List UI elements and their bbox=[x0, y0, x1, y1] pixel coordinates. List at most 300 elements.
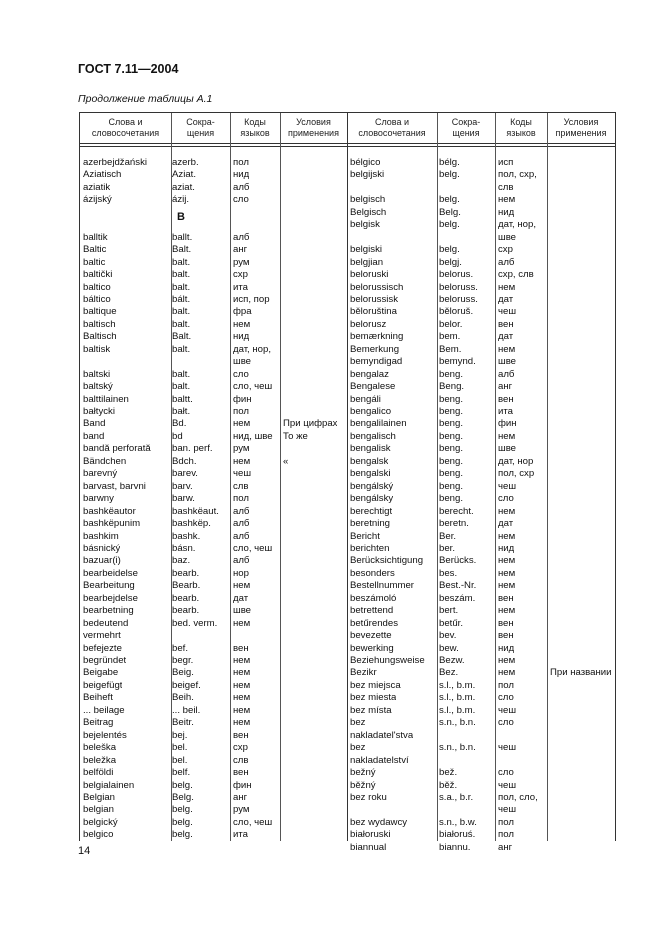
cell-lang: чеш bbox=[498, 480, 517, 492]
cell-abbrev: balt. bbox=[172, 381, 191, 393]
cell-lang: анг bbox=[498, 381, 513, 393]
cell-word: bengalilainen bbox=[350, 418, 407, 430]
table-row bbox=[80, 269, 615, 281]
cell-abbrev: ázij. bbox=[172, 194, 190, 206]
cell-word: baltički bbox=[83, 269, 113, 281]
cell-lang: дат bbox=[498, 293, 514, 305]
table-row bbox=[80, 207, 615, 219]
cell-abbrev: bált. bbox=[172, 293, 191, 305]
cell-word: bandă perforată bbox=[83, 443, 151, 455]
cell-lang: нем bbox=[233, 617, 251, 629]
cell-word: beigefügt bbox=[83, 679, 123, 691]
cell-lang: дат bbox=[498, 331, 514, 343]
table-row bbox=[80, 767, 615, 779]
cell-lang: вен bbox=[498, 630, 514, 642]
table-row bbox=[80, 406, 615, 418]
cell-word: Beitrag bbox=[83, 717, 114, 729]
cell-abbrev: bearb. bbox=[172, 592, 200, 604]
table-row bbox=[80, 182, 615, 194]
cell-lang: вен bbox=[498, 592, 514, 604]
cell-word: Beiheft bbox=[83, 692, 113, 704]
cell-abbrev: belg. bbox=[439, 219, 460, 231]
cell-lang: шве bbox=[498, 356, 517, 368]
cell-word: baltský bbox=[83, 381, 113, 393]
cell-abbrev: barev. bbox=[172, 468, 198, 480]
cell-abbrev: s.n., b.n. bbox=[439, 717, 476, 729]
cell-word: Aziatisch bbox=[83, 169, 122, 181]
cell-abbrev: Bdch. bbox=[172, 455, 197, 467]
cell-lang: нем bbox=[233, 717, 251, 729]
section-letter: B bbox=[177, 210, 185, 223]
cell-word: běžný bbox=[350, 779, 376, 791]
cell-abbrev: berecht. bbox=[439, 505, 474, 517]
cell-word: Berücksichtigung bbox=[350, 555, 424, 567]
cell-lang: шве bbox=[233, 605, 252, 617]
cell-abbrev: Bearb. bbox=[172, 580, 201, 592]
cell-lang: шве bbox=[498, 231, 517, 243]
cell-abbrev: s.l., b.m. bbox=[439, 692, 476, 704]
cell-abbrev: básn. bbox=[172, 542, 196, 554]
table-row bbox=[80, 443, 615, 455]
cell-abbrev: barw. bbox=[172, 493, 195, 505]
table-row bbox=[80, 555, 615, 567]
header-lang-codes: Коды языков bbox=[240, 117, 270, 138]
cell-abbrev: bej. bbox=[172, 729, 188, 741]
cell-word: bashkëpunim bbox=[83, 518, 141, 530]
cell-abbrev: belg. bbox=[439, 194, 460, 206]
cell-abbrev: beng. bbox=[439, 393, 464, 405]
cell-lang: нем bbox=[233, 318, 251, 330]
table-row bbox=[80, 667, 615, 679]
cell-lang: чеш bbox=[498, 306, 517, 318]
cell-word: belorussisch bbox=[350, 281, 404, 293]
cell-lang: шве bbox=[233, 356, 252, 368]
table-row bbox=[80, 755, 615, 767]
header-abbrev: Сокра- щения bbox=[186, 117, 215, 138]
cell-abbrev: Belg. bbox=[172, 791, 194, 803]
cell-word: baltico bbox=[83, 281, 111, 293]
cell-word: běloruština bbox=[350, 306, 397, 318]
cell-lang: чеш bbox=[498, 779, 517, 791]
cell-lang: нид bbox=[233, 169, 250, 181]
cell-lang: пол bbox=[498, 829, 514, 841]
cell-abbrev: beng. bbox=[439, 468, 464, 480]
table-row bbox=[80, 593, 615, 605]
cell-word: balltik bbox=[83, 231, 108, 243]
cell-lang: фин bbox=[233, 779, 252, 791]
cell-lang: дат, нор, bbox=[233, 343, 272, 355]
cell-abbrev: Beng. bbox=[439, 381, 465, 393]
cell-word: bez miejsca bbox=[350, 679, 401, 691]
table-row bbox=[80, 817, 615, 829]
table-row bbox=[80, 282, 615, 294]
cell-word: belgisk bbox=[350, 219, 380, 231]
table-row bbox=[80, 306, 615, 318]
cell-word: bez roku bbox=[350, 791, 387, 803]
cell-word: belgian bbox=[83, 804, 114, 816]
cell-lang: алб bbox=[233, 555, 250, 567]
cell-word: bez bbox=[350, 717, 366, 729]
cell-abbrev: belg. bbox=[439, 169, 460, 181]
cell-lang: вен bbox=[233, 767, 249, 779]
cell-abbrev: azerb. bbox=[172, 157, 199, 168]
cell-lang: нем bbox=[233, 418, 251, 430]
cell-abbrev: belg. bbox=[172, 816, 193, 828]
cell-word: belorusz bbox=[350, 318, 387, 330]
cell-word: bez wydawcy bbox=[350, 816, 408, 828]
table-row bbox=[80, 518, 615, 530]
cell-abbrev: beng. bbox=[439, 480, 464, 492]
cell-abbrev: balt. bbox=[172, 368, 191, 380]
cell-abbrev: s.a., b.r. bbox=[439, 791, 474, 803]
cell-abbrev: bearb. bbox=[172, 605, 200, 617]
cell-lang: пол bbox=[233, 493, 249, 505]
cell-lang: алб bbox=[233, 505, 250, 517]
cell-lang: нем bbox=[233, 667, 251, 679]
cell-word: bemærkning bbox=[350, 331, 404, 343]
cell-abbrev: bew. bbox=[439, 642, 459, 654]
cell-lang: пол, схр, bbox=[498, 169, 537, 181]
table-row bbox=[80, 643, 615, 655]
table-row bbox=[80, 232, 615, 244]
cell-lang: нем bbox=[498, 430, 516, 442]
cell-lang: исп, пор bbox=[233, 293, 270, 305]
cell-word: Bezikr bbox=[350, 667, 377, 679]
cell-word: beloruski bbox=[350, 269, 389, 281]
cell-word: bevezette bbox=[350, 630, 392, 642]
cell-abbrev: belg. bbox=[172, 779, 193, 791]
cell-word: belgialainen bbox=[83, 779, 135, 791]
cell-abbrev: Beitr. bbox=[172, 717, 194, 729]
cell-abbrev: Bez. bbox=[439, 667, 459, 679]
cell-abbrev: běloruš. bbox=[439, 306, 474, 318]
cell-lang: нем bbox=[498, 194, 516, 206]
cell-word: Bemerkung bbox=[350, 343, 400, 355]
cell-word: bewerking bbox=[350, 642, 394, 654]
cell-lang: сло bbox=[498, 767, 514, 779]
cell-lang: сло bbox=[498, 692, 514, 704]
table-row bbox=[80, 369, 615, 381]
table-row bbox=[80, 543, 615, 555]
cell-lang: исп bbox=[498, 157, 514, 168]
cell-abbrev: balt. bbox=[172, 256, 191, 268]
cell-lang: алб bbox=[233, 530, 250, 542]
cell-lang: нид bbox=[233, 331, 250, 343]
cell-abbrev: bev. bbox=[439, 630, 457, 642]
table-row bbox=[80, 531, 615, 543]
cell-word: bélgico bbox=[350, 157, 381, 168]
cell-condition: « bbox=[283, 455, 289, 467]
cell-lang: сло bbox=[498, 717, 514, 729]
cell-lang: нем bbox=[233, 580, 251, 592]
cell-word: baltisch bbox=[83, 318, 116, 330]
cell-lang: нем bbox=[498, 505, 516, 517]
cell-abbrev: s.l., b.m. bbox=[439, 679, 476, 691]
header-conditions: Условия применения bbox=[288, 117, 339, 138]
cell-lang: нем bbox=[498, 555, 516, 567]
cell-abbrev: Beig. bbox=[172, 667, 194, 679]
cell-word: bemyndigad bbox=[350, 356, 403, 368]
cell-lang: алб bbox=[498, 256, 515, 268]
cell-lang: сло, чеш bbox=[233, 381, 273, 393]
cell-abbrev: beng. bbox=[439, 455, 464, 467]
cell-word: bez místa bbox=[350, 704, 392, 716]
cell-abbrev: bed. verm. bbox=[172, 617, 218, 629]
cell-lang: чеш bbox=[233, 468, 252, 480]
cell-abbrev: bes. bbox=[439, 567, 458, 579]
cell-abbrev: bd bbox=[172, 430, 183, 442]
cell-word: begründet bbox=[83, 655, 127, 666]
cell-lang: рум bbox=[233, 256, 250, 268]
table-row bbox=[80, 456, 615, 468]
cell-abbrev: beloruss. bbox=[439, 281, 478, 293]
cell-condition: При названии bbox=[550, 667, 612, 679]
cell-word: belgjian bbox=[350, 256, 384, 268]
cell-abbrev: belgj. bbox=[439, 256, 462, 268]
cell-abbrev: belorus. bbox=[439, 269, 474, 281]
cell-lang: ита bbox=[233, 829, 248, 841]
cell-lang: нем bbox=[498, 343, 516, 355]
cell-abbrev: ... beil. bbox=[172, 704, 201, 716]
cell-lang: нем bbox=[498, 605, 516, 617]
cell-abbrev: balt. bbox=[172, 306, 191, 318]
table-row bbox=[80, 344, 615, 356]
cell-word: Baltic bbox=[83, 244, 107, 256]
cell-abbrev: Balt. bbox=[172, 244, 192, 256]
cell-word: białoruski bbox=[350, 829, 391, 841]
cell-word: belgijski bbox=[350, 169, 385, 181]
cell-lang: алб bbox=[233, 518, 250, 530]
table-row bbox=[80, 194, 615, 206]
cell-word: Bericht bbox=[350, 530, 380, 542]
table-row bbox=[80, 381, 615, 393]
cell-word: Belgisch bbox=[350, 206, 387, 218]
cell-word: baltic bbox=[83, 256, 106, 268]
cell-word: betűrendes bbox=[350, 617, 399, 629]
cell-lang: схр bbox=[498, 244, 513, 256]
cell-lang: нем bbox=[498, 655, 516, 666]
cell-word: berichten bbox=[350, 542, 390, 554]
table-row bbox=[80, 431, 615, 443]
cell-abbrev: bež. bbox=[439, 767, 458, 779]
table-row bbox=[80, 219, 615, 231]
cell-word: bengalico bbox=[350, 406, 392, 417]
table-row bbox=[80, 294, 615, 306]
cell-lang: нем bbox=[498, 580, 516, 592]
cell-word: belgisch bbox=[350, 194, 386, 206]
cell-word: báltico bbox=[83, 293, 111, 305]
cell-word: bežný bbox=[350, 767, 376, 779]
cell-word: Beigabe bbox=[83, 667, 119, 679]
cell-abbrev: bel. bbox=[172, 754, 188, 766]
cell-abbrev: Best.-Nr. bbox=[439, 580, 477, 592]
cell-abbrev: beng. bbox=[439, 430, 464, 442]
cell-word: barwny bbox=[83, 493, 114, 505]
cell-abbrev: Beih. bbox=[172, 692, 194, 704]
cell-lang: схр, слв bbox=[498, 269, 534, 281]
cell-word: vermehrt bbox=[83, 630, 121, 642]
cell-abbrev: s.l., b.m. bbox=[439, 704, 476, 716]
cell-word: nakladatel'stva bbox=[350, 729, 414, 741]
cell-abbrev: beigef. bbox=[172, 679, 201, 691]
header-words-right: Слова и словосочетания bbox=[358, 117, 426, 138]
cell-word: beleška bbox=[83, 742, 117, 754]
table-row bbox=[80, 829, 615, 841]
cell-word: bengálský bbox=[350, 480, 394, 492]
cell-lang: нем bbox=[498, 567, 516, 579]
cell-abbrev: belor. bbox=[439, 318, 463, 330]
cell-lang: вен bbox=[498, 393, 514, 405]
table-row bbox=[80, 468, 615, 480]
cell-abbrev: baz. bbox=[172, 555, 191, 567]
cell-word: Bändchen bbox=[83, 455, 127, 467]
header-abbrev-right: Сокра- щения bbox=[451, 117, 481, 138]
cell-lang: вен bbox=[233, 642, 249, 654]
cell-lang: дат, нор bbox=[498, 455, 534, 467]
table-row bbox=[80, 244, 615, 256]
cell-word: beretning bbox=[350, 518, 391, 530]
cell-word: betrettend bbox=[350, 605, 394, 617]
cell-word: bałtycki bbox=[83, 406, 115, 417]
cell-word: bengalaz bbox=[350, 368, 389, 380]
cell-word: balttilainen bbox=[83, 393, 129, 405]
cell-abbrev: białoruś. bbox=[439, 829, 476, 841]
cell-lang: вен bbox=[498, 318, 514, 330]
table-row bbox=[80, 331, 615, 343]
cell-lang: ита bbox=[498, 406, 513, 417]
cell-word: belgico bbox=[83, 829, 114, 841]
table-row bbox=[80, 842, 615, 854]
cell-lang: нем bbox=[233, 455, 251, 467]
cell-condition: То же bbox=[283, 430, 308, 442]
cell-word: bazuar(i) bbox=[83, 555, 121, 567]
cell-abbrev: bem. bbox=[439, 331, 461, 343]
cell-abbrev: bef. bbox=[172, 642, 189, 654]
cell-word: besonders bbox=[350, 567, 395, 579]
cell-lang: сло bbox=[233, 368, 249, 380]
table-row bbox=[80, 742, 615, 754]
table-row bbox=[80, 418, 615, 430]
cell-word: belföldi bbox=[83, 767, 114, 779]
cell-abbrev: belf. bbox=[172, 767, 191, 779]
cell-abbrev: ban. perf. bbox=[172, 443, 213, 455]
cell-lang: рум bbox=[233, 443, 250, 455]
cell-abbrev: běž. bbox=[439, 779, 458, 791]
cell-abbrev: aziat. bbox=[172, 181, 195, 193]
cell-lang: нем bbox=[233, 679, 251, 691]
cell-word: berechtigt bbox=[350, 505, 393, 517]
cell-word: aziatik bbox=[83, 181, 111, 193]
cell-word: nakladatelství bbox=[350, 754, 409, 766]
cell-word: baltique bbox=[83, 306, 117, 318]
cell-lang: алб bbox=[498, 368, 515, 380]
cell-lang: нем bbox=[233, 692, 251, 704]
table-row bbox=[80, 605, 615, 617]
cell-abbrev: beng. bbox=[439, 406, 464, 417]
cell-abbrev: bashkëaut. bbox=[172, 505, 219, 517]
table-row bbox=[80, 568, 615, 580]
cell-lang: алб bbox=[233, 181, 250, 193]
cell-abbrev: beng. bbox=[439, 368, 464, 380]
cell-abbrev: bashkëp. bbox=[172, 518, 211, 530]
cell-lang: нем bbox=[498, 530, 516, 542]
cell-word: belgický bbox=[83, 816, 118, 828]
cell-abbrev: betűr. bbox=[439, 617, 464, 629]
cell-word: Beziehungsweise bbox=[350, 655, 425, 666]
cell-word: bengalisk bbox=[350, 443, 391, 455]
cell-lang: нор bbox=[233, 567, 249, 579]
cell-abbrev: barv. bbox=[172, 480, 193, 492]
cell-abbrev: bélg. bbox=[439, 157, 460, 168]
cell-word: ... beilage bbox=[83, 704, 125, 716]
cell-lang: фин bbox=[498, 418, 517, 430]
cell-abbrev: s.n., b.w. bbox=[439, 816, 477, 828]
cell-lang: схр bbox=[233, 742, 248, 754]
header-lang-codes-right: Коды языков bbox=[506, 117, 536, 138]
table-continuation-caption: Продолжение таблицы А.1 bbox=[78, 93, 213, 105]
cell-condition: При цифрах bbox=[283, 418, 338, 430]
table-row bbox=[80, 493, 615, 505]
cell-word: Baltisch bbox=[83, 331, 117, 343]
cell-lang: анг bbox=[233, 244, 248, 256]
cell-word: belgiski bbox=[350, 244, 382, 256]
cell-lang: чеш bbox=[498, 742, 517, 754]
cell-word: bejelentés bbox=[83, 729, 127, 741]
cell-word: bengalisch bbox=[350, 430, 396, 442]
cell-lang: пол bbox=[498, 816, 514, 828]
cell-lang: сло, чеш bbox=[233, 816, 273, 828]
cell-word: bearbeidelse bbox=[83, 567, 138, 579]
table-row bbox=[80, 257, 615, 269]
cell-abbrev: Bezw. bbox=[439, 655, 465, 666]
cell-lang: пол bbox=[498, 679, 514, 691]
header-conditions-right: Условия применения bbox=[555, 117, 607, 138]
table-row bbox=[80, 705, 615, 717]
cell-lang: фра bbox=[233, 306, 252, 318]
cell-word: baltisk bbox=[83, 343, 111, 355]
cell-lang: пол, сло, bbox=[498, 791, 538, 803]
cell-word: belorussisk bbox=[350, 293, 398, 305]
cell-word: befejezte bbox=[83, 642, 122, 654]
cell-abbrev: ber. bbox=[439, 542, 456, 554]
cell-abbrev: Berücks. bbox=[439, 555, 477, 567]
table-row bbox=[80, 792, 615, 804]
table-row bbox=[80, 169, 615, 181]
cell-abbrev: Bd. bbox=[172, 418, 187, 430]
cell-abbrev: s.n., b.n. bbox=[439, 742, 476, 754]
cell-word: baltski bbox=[83, 368, 111, 380]
cell-abbrev: beng. bbox=[439, 418, 464, 430]
cell-lang: шве bbox=[498, 443, 517, 455]
table-row bbox=[80, 717, 615, 729]
cell-abbrev: beng. bbox=[439, 493, 464, 505]
cell-lang: чеш bbox=[498, 804, 517, 816]
cell-word: bearbetning bbox=[83, 605, 134, 617]
table-row bbox=[80, 655, 615, 667]
cell-word: Bengalese bbox=[350, 381, 396, 393]
cell-lang: нид bbox=[498, 206, 515, 218]
cell-lang: пол bbox=[233, 157, 249, 168]
cell-lang: пол bbox=[233, 406, 249, 417]
cell-lang: фин bbox=[233, 393, 252, 405]
cell-lang: чеш bbox=[498, 704, 517, 716]
cell-lang: вен bbox=[233, 729, 249, 741]
table-row bbox=[80, 394, 615, 406]
cell-abbrev: bashk. bbox=[172, 530, 201, 542]
cell-abbrev: belg. bbox=[172, 804, 193, 816]
cell-word: bengalsk bbox=[350, 455, 389, 467]
cell-lang: нем bbox=[233, 655, 251, 666]
